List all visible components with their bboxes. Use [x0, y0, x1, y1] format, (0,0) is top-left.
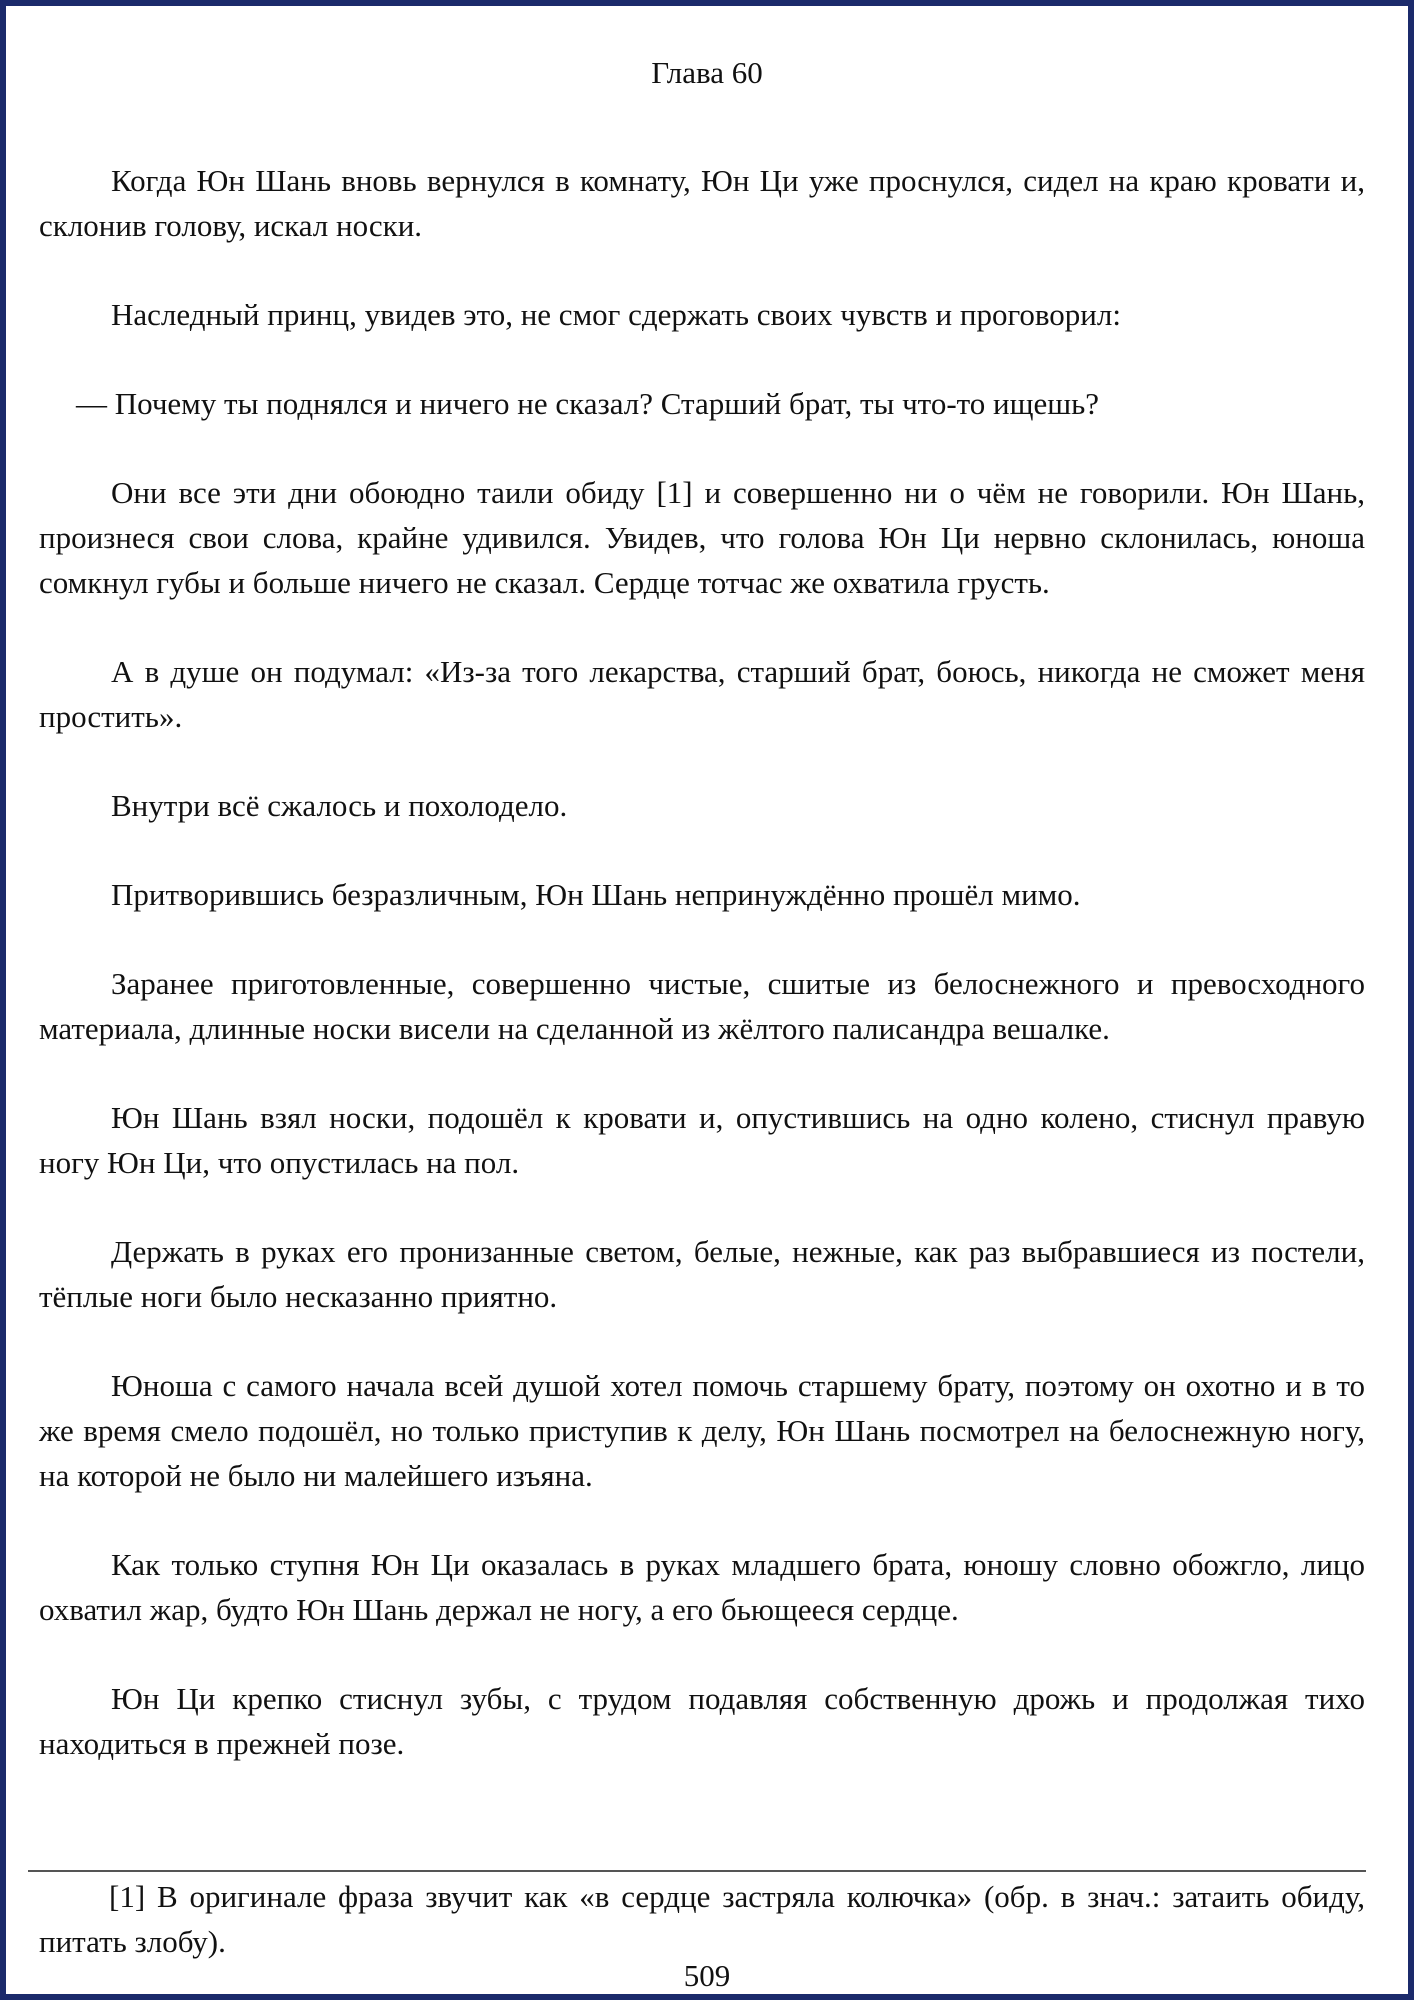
- paragraph: Наследный принц, увидев это, не смог сдержать своих чувств и проговорил:: [111, 297, 1121, 332]
- footnote-divider: [28, 1870, 1366, 1872]
- page-number: 509: [683, 1958, 731, 1993]
- footnote: [1] В оригинале фраза звучит как «в сердце застряла колючка» (обр. в знач.: затаить обиду, питать злобу).: [39, 1879, 1365, 1959]
- paragraph: Притворившись безразличным, Юн Шань непринуждённо прошёл мимо.: [111, 877, 1081, 912]
- paragraph: Юн Шань взял носки, подошёл к кровати и, опустившись на одно колено, стиснул правую ногу Юн Ци, что опустилась на пол.: [39, 1100, 1365, 1180]
- paragraph: А в душе он подумал: «Из-за того лекарства, старший брат, боюсь, никогда не сможет меня простить».: [39, 654, 1365, 734]
- chapter-body: [39, 158, 1365, 1766]
- chapter-title: Глава 60: [651, 55, 763, 90]
- paragraph: Как только ступня Юн Ци оказалась в руках младшего брата, юношу словно обожгло, лицо охватил жар, будто Юн Шань держал не ногу, а его бьющееся сердце.: [39, 1547, 1365, 1627]
- paragraph: Заранее приготовленные, совершенно чистые, сшитые из белоснежного и превосходного материала, длинные носки висели на сделанной из жёлтого палисандра вешалке.: [39, 966, 1365, 1046]
- paragraph: Юноша с самого начала всей душой хотел помочь старшему брату, поэтому он охотно и в то же время смело подошёл, но только приступив к делу, Юн Шань посмотрел на белоснежную ногу, на которой не было ни малейшего изъяна.: [39, 1368, 1365, 1493]
- paragraph: Внутри всё сжалось и похолодело.: [111, 788, 568, 823]
- paragraph: Они все эти дни обоюдно таили обиду [1] и совершенно ни о чём не говорили. Юн Шань, произнеся свои слова, крайне удивился. Увидев, что голова Юн Ци нервно склонилась, юноша сомкнул губы и больше ничего не сказал. Сердце тотчас же охватила грусть.: [39, 475, 1365, 600]
- paragraph: Когда Юн Шань вновь вернулся в комнату, Юн Ци уже проснулся, сидел на краю кровати и, склонив голову, искал носки.: [39, 163, 1365, 243]
- paragraph: Держать в руках его пронизанные светом, белые, нежные, как раз выбравшиеся из постели, тёплые ноги было несказанно приятно.: [39, 1234, 1365, 1314]
- paragraph: Юн Ци крепко стиснул зубы, с трудом подавляя собственную дрожь и продолжая тихо находиться в прежней позе.: [39, 1681, 1365, 1761]
- dialogue-line: — Почему ты поднялся и ничего не сказал? Старший брат, ты что-то ищешь?: [76, 386, 1100, 421]
